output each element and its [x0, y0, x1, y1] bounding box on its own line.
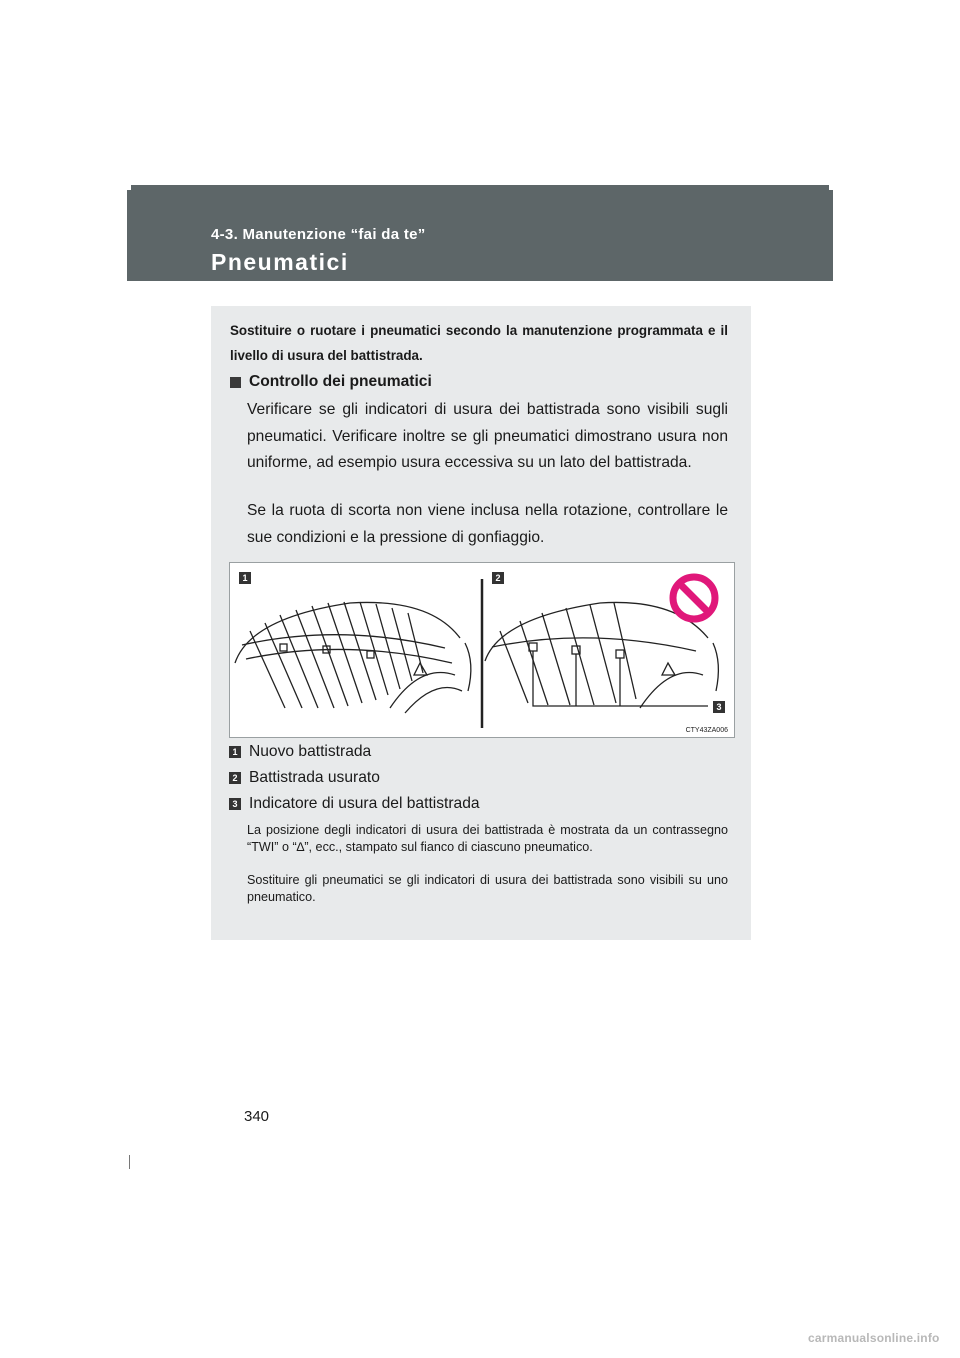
callout-1: 1 [239, 572, 251, 584]
new-tread-tire-icon [235, 602, 471, 713]
intro-text: Sostituire o ruotare i pneumatici secondo la manutenzione programmata e il livello di usura del battistrada. [230, 323, 728, 363]
legend-item-2 [229, 769, 380, 787]
prohibited-icon [673, 577, 715, 619]
callout-3: 3 [713, 701, 725, 713]
legend-label-3: Indicatore di usura del battistrada [249, 795, 480, 812]
legend-number-2: 2 [229, 772, 241, 784]
legend-label-1: Nuovo battistrada [249, 743, 372, 760]
content-panel [211, 306, 751, 940]
page-title: Pneumatici [211, 249, 349, 275]
corner-mark [127, 184, 131, 190]
chapter-header-bar [127, 185, 833, 281]
legend-item-3 [229, 795, 480, 813]
legend-number-3: 3 [229, 798, 241, 810]
note-replace: Sostituire gli pneumatici se gli indicatori di usura dei battistrada sono visibili su uno pneumatico. [247, 873, 728, 904]
margin-mark [129, 1155, 130, 1169]
paragraph-check: Verificare se gli indicatori di usura dei battistrada sono visibili sugli pneumatici. Verificare inoltre se gli pneumatici dimostrano usura non uniforme, ad esempio usura eccessiva su un lato del battistrada. [247, 401, 728, 471]
subsection-heading [230, 373, 432, 391]
note-position: La posizione degli indicatori di usura dei battistrada è mostrata da un contrassegno “TWI” o “∆”, ecc., stampato sul fianco di ciascuno pneumatico. [247, 823, 728, 854]
tire-drawing [230, 563, 734, 737]
tire-illustration [229, 562, 735, 738]
legend-item-1 [229, 743, 371, 761]
square-bullet-icon [230, 377, 241, 388]
paragraph-spare: Se la ruota di scorta non viene inclusa nella rotazione, controllare le sue condizioni e la pressione di gonfiaggio. [247, 502, 728, 546]
heading-label: Controllo dei pneumatici [249, 373, 432, 390]
callout-2: 2 [492, 572, 504, 584]
corner-mark [829, 184, 833, 190]
figure-code: CTY43ZA006 [685, 727, 728, 734]
page-number: 340 [244, 1108, 270, 1125]
watermark: carmanualsonline.info [808, 1331, 940, 1345]
legend-number-1: 1 [229, 746, 241, 758]
legend-label-2: Battistrada usurato [249, 769, 380, 786]
section-label: 4-3. Manutenzione “fai da te” [211, 226, 426, 243]
